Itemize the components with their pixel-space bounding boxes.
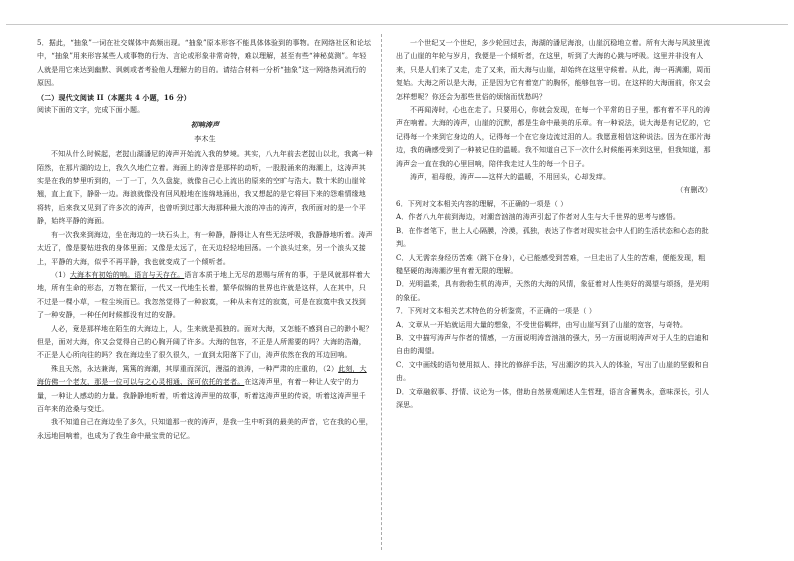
paragraph-3-rest: 语言本质于地上无尽的恩赐与所有的事，于是风就那样着大地，所有生命的形态，万物在繁衍，一代又一代地生长着，繁华似锦的世界也许就是这样，人在其中，只不过是一棵小草，一粒尘埃而已。我忽然觉得了一种寂寞，一种从未有过的寂寞，可是在寂寞中我又找到了一种安静，一种任何时候都没有过的安静。 [37,270,371,320]
article-paragraph-5 [37,363,373,417]
column-divider [381,34,382,550]
left-column [37,37,373,443]
reading-instruction: 阅读下面的文字，完成下面小题。 [37,106,145,115]
article-paragraph-2: 有一次我来到海边，坐在海边的一块石头上，有一种静，静得让人有些无法呼吸，我静静地听着。涛声太近了，像是要钻进我的身体里面；又像是太远了，在天边轻轻地回荡。一个浪头过来，另一个浪头又接上，平静的大海，似乎不再平静，我也就变成了一个倾听者。 [37,230,373,266]
marker-1: （1） [51,270,70,279]
q6-option-a: A．作者八九年前到海边，对潮音汹汹的涛声引起了作者对人生与大千世界的思考与感悟。 [396,213,681,222]
section-title: （二）现代文阅读 II（本题共 4 小题，16 分） [37,92,191,102]
q7-option-d: D．文章融叙事、抒情、议论为一体，借助自然景观阐述人生哲理，语言含蓄隽永，意味深长，引人深思。 [396,387,710,409]
source-note: （有删改） [676,186,712,195]
q7-option-b: B．文中描写涛声与作者的情感，一方面说明涛音汹汹的强大，另一方面说明涛声对于人生的启迪和自由的渴望。 [396,333,709,356]
underlined-sentence-1: 大海本有初始的响。语言与天存在。 [69,270,185,279]
q7-option-c: C．文中画线的语句使用拟人、排比的修辞手法，写出潮汐的共入人的体验，写出了山崖的坚毅和自由。 [396,360,709,383]
paragraph-5-rest: 在这涛声里，有着一种让人安宁的力量，一种让人感动的力量。我静静地听着，听着这涛声里的故事，听着这涛声里的传说，听着这涛声里千百年来的沧桑与变迁。 [37,378,366,413]
question-7: 7．下列对文本相关艺术特色的分析鉴赏，不正确的一项是（ ） [396,307,597,316]
top-rule [6,24,788,25]
q6-option-c: C．人无需亲身经历苦难（跳下仓身），心已能感受到苦难，一旦走出了人生的苦难，便能发现，粗糙坚硬的海涛潮汐里有着无限的理解。 [396,253,706,275]
article-paragraph-6: 我不知道自己在海边坐了多久，只知道那一夜的涛声，是我一生中听到的最美的声音，它在我的心里，永远地回响着，也成为了我生命中最宝贵的记忆。 [37,418,373,440]
article-paragraph-4: 人必，竟是那样地在陌生的大海边上，人，生来就是孤独的。面对大海，又怎能不感到自己的渺小呢？但是，面对大海，你又会觉得自己的心胸开阔了许多。大海的包容，不正是人所需要的吗？大海的浩瀚，不正是人心所向往的吗？我在海边坐了很久很久，一直到太阳落下了山，涛声依然在我的耳边回响。 [37,324,373,360]
article-paragraph-9: 涛声，祖母般，涛声——这样大的温暖，不用回头，心却发痒。 [410,173,611,182]
article-paragraph-1: 不知从什么时候起，老挝山湖潘尼的涛声开始流入我的梦境。其实，八九年前去老挝山以北，我离一种陌然，在那片湖的边上，我久久地伫立着。海面上的涛音是那样的动听，一股股涌来的海潮上，这涛声其实是在我的梦里听到的，一丁一丁，久久盘旋，就像自己心上流出的原来的空旷与浩大。数十米的山崖耸翘，直上直下，静卧一边。海浪就像没有回风般地在连绵地涌出，我又想起的是它将回下来的怨难情缘地将转，后来我又见到了许多次的涛声，也曾听到过那大海那种最大浪的冲击的涛声，我所面对的是一个平静，始终平静的海面。 [37,150,373,226]
article-paragraph-8: 不再闻涛时，心也在走了。只要用心，你就会发现，在每一个平常的日子里，都有着不平凡的涛声在响着。大海的涛声，山崖的沉默，都是生命中最美的乐章。有一种说法，说大海是有记忆的，它记得每一个来到它身边的人，记得每一个在它身边流过泪的人。我愿意相信这种说法。因为在那片海边，我的确感受到了一种被记住的温暖。我不知道自己下一次什么时候能再来到这里，但我知道，那涛声会一直在我的心里回响，陪伴我走过人生的每一个日子。 [396,106,711,168]
q6-option-d: D．光明温柔，具有勃勃生机的涛声，天然的大海的风情，象征着对人性美好的渴望与颂扬，是光明的象征。 [396,280,710,302]
paragraph-5-start: 殊且天然，永达兼海，篤篤的海潮，其厚重而深沉，漫溢的浪涛，一种严肃的庄重的， [51,364,323,373]
q6-option-b: B．在作者笔下，世上人心隔膜，冷漠，孤独，表达了作者对现实社会中人们的生活状态和心态的批判。 [396,226,709,249]
question-5: 5．据此，“抽象”一词在社交媒体中高频出现。“抽象”原本形容不能具体体验到的事物。在网络社区和论坛中，“抽象”用来形容某些人或事物的行为、言论或形象非常奇特，难以理解，甚至有些“神秘莫测”。年轻人就是用它来达到幽默、讽刺或者考验他人理解力的目的。请结合材料一分析“抽象”这一网络热词流行的原因。 [37,39,372,88]
article-title: 初响涛声 [190,120,220,130]
right-column [396,37,712,412]
marker-2: （2） [322,364,339,373]
q7-option-a: A．文章从一开始就运用大量的想象，不受世俗羁绊，由写山崖写到了山崖的宽容，与奇特。 [396,320,688,329]
article-paragraph-7: 一个世纪又一个世纪，多少轮回过去，海湖的潘尼海浪，山崖沉稳地立着。所有大海与风波里流出了山崖的年轮与岁月，我便是一个倾听者，在这里，听到了大海的心跳与呼吸。这里并非没有人来，只是人们来了又走，走了又来，而大海与山崖，却始终在这里守候着。从此，海一再满潮，周而复始。大海之所以是大海，正是因为它有着宽广的胸怀，能够包容一切。在这样的大海面前，你又会怎样想呢？你还会为那些世俗的烦恼而忧愁吗？ [396,39,711,101]
article-author: 李木生 [194,134,216,143]
article-paragraph-3 [37,269,373,323]
question-6: 6．下列对文本相关内容的理解，不正确的一项是（ ） [396,199,568,208]
underlined-sentence-2: 此刻，大海仿佛一个老友，那是一位可以与之心灵相通、深可依托的老者。 [37,364,367,387]
